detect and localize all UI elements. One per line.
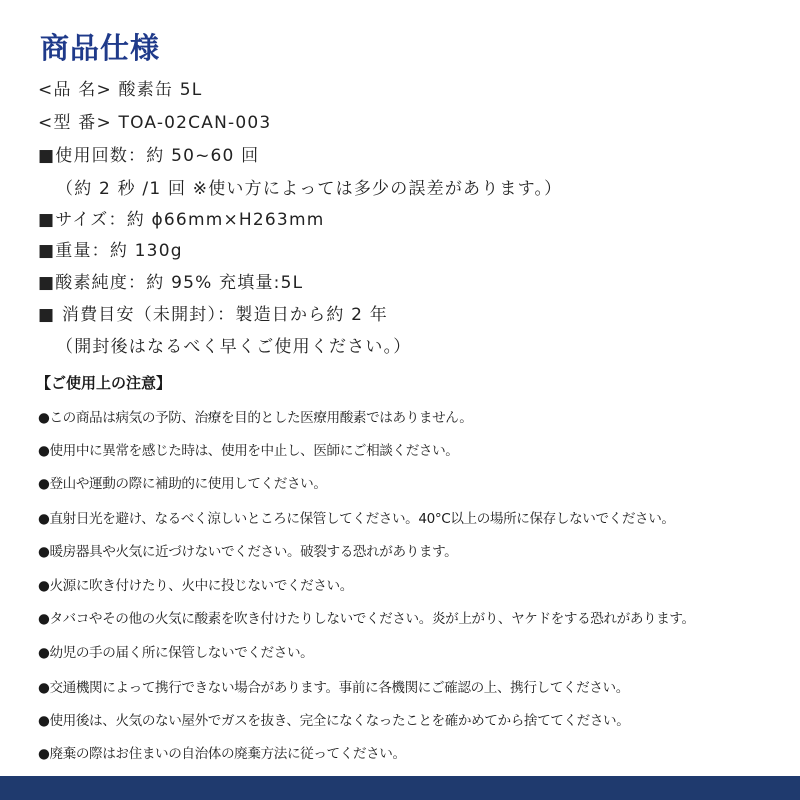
caution-heading: 【ご使用上の注意】 <box>36 374 172 392</box>
spec-expiry: ■ 消費目安（未開封）：製造日から約 2 年 <box>38 305 388 325</box>
caution-item: ●この商品は病気の予防、治療を目的とした医療用酸素ではありません。 <box>38 410 473 426</box>
spec-oxygen-purity: ■酸素純度：約 95% 充填量:5L <box>38 273 304 293</box>
caution-item: ●タバコやその他の火気に酸素を吹き付けたりしないでください。炎が上がり、ヤケドをする恐れがあります。 <box>38 611 695 627</box>
spec-size: ■サイズ：約 ϕ66mm×H263mm <box>38 210 325 230</box>
page-title: 商品仕様 <box>40 31 161 65</box>
caution-item: ●交通機関によって携行できない場合があります。事前に各機関にご確認の上、携行してください。 <box>38 680 629 696</box>
caution-item: ●幼児の手の届く所に保管しないでください。 <box>38 645 314 661</box>
caution-item: ●火源に吹き付けたり、火中に投じないでください。 <box>38 578 353 594</box>
spec-model-number: <型 番> TOA-02CAN-003 <box>38 113 272 133</box>
caution-item: ●暖房器具や火気に近づけないでください。破裂する恐れがあります。 <box>38 544 458 560</box>
footer-bar <box>0 776 800 800</box>
caution-item: ●使用中に異常を感じた時は、使用を中止し、医師にご相談ください。 <box>38 443 459 459</box>
caution-item: ●使用後は、火気のない屋外でガスを抜き、完全になくなったことを確かめてから捨ててください。 <box>38 713 630 729</box>
caution-item: ●登山や運動の際に補助的に使用してください。 <box>38 476 327 492</box>
caution-item: ●廃棄の際はお住まいの自治体の廃棄方法に従ってください。 <box>38 746 406 762</box>
spec-usage-count: ■使用回数：約 50~60 回 <box>38 146 260 166</box>
spec-usage-note: （約 2 秒 /1 回 ※使い方によっては多少の誤差があります。） <box>56 179 563 199</box>
spec-expiry-note: （開封後はなるべく早くご使用ください。） <box>56 337 412 357</box>
spec-product-name: <品 名> 酸素缶 5L <box>38 80 203 100</box>
spec-weight: ■重量：約 130g <box>38 241 183 261</box>
caution-item: ●直射日光を避け、なるべく涼しいところに保管してください。40°C以上の場所に保存しないでください。 <box>38 511 675 527</box>
